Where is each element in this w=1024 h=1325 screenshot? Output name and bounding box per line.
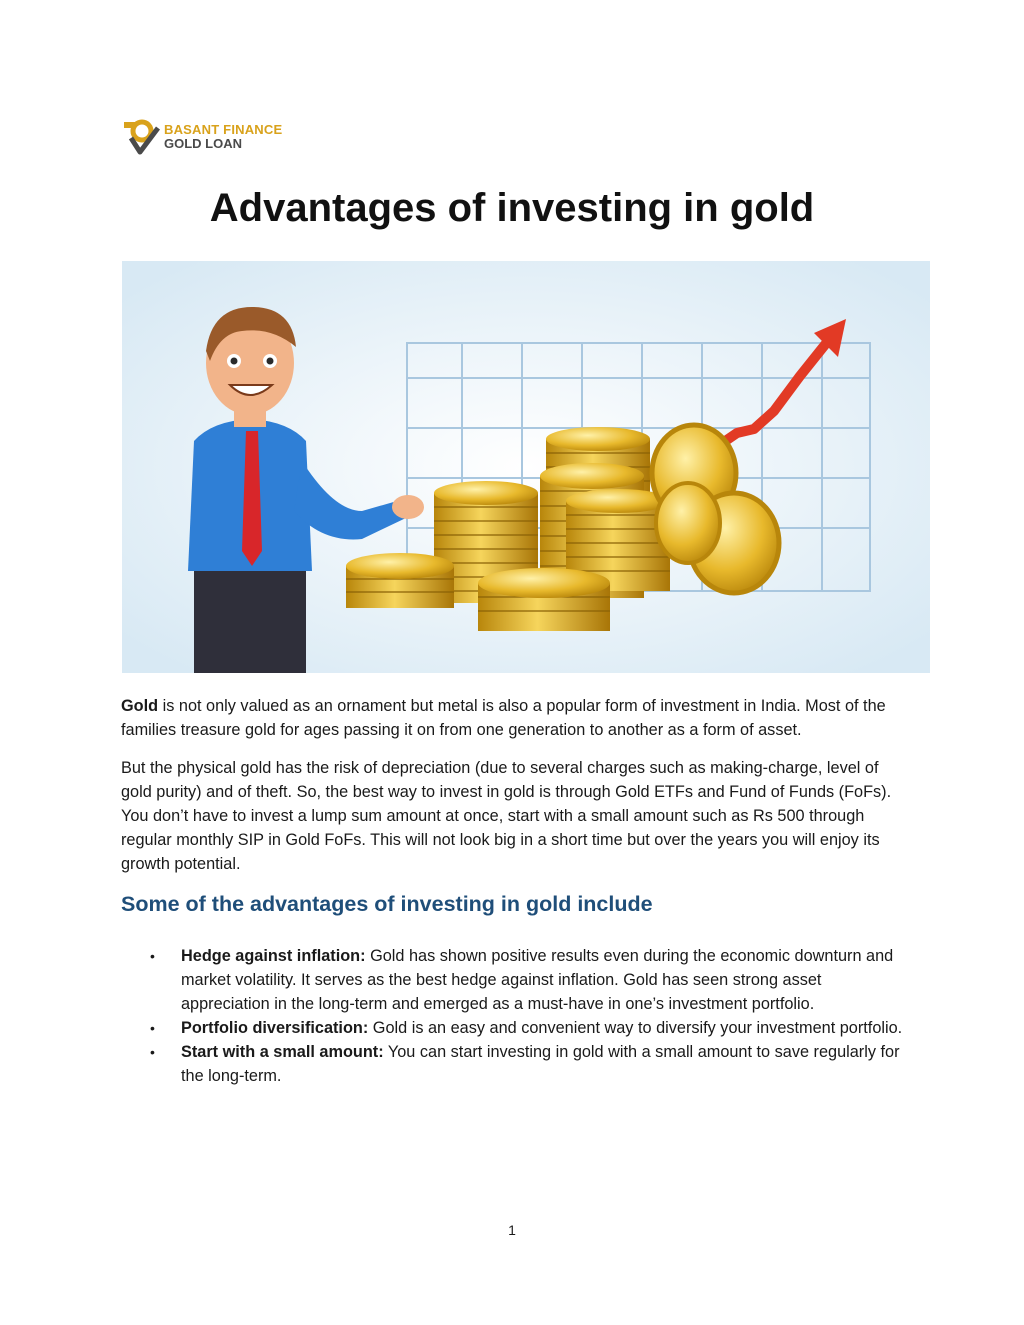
gold-investment-illustration [122, 261, 930, 673]
intro-bold-lead: Gold [121, 697, 159, 715]
intro-paragraph [121, 694, 911, 742]
pin-check-logo-icon [122, 118, 162, 158]
advantage-text: Gold is an easy and convenient way to diversify your investment portfolio. [368, 1019, 903, 1037]
list-item [150, 1016, 911, 1040]
logo-brand-name: BASANT FINANCE [164, 122, 283, 137]
logo-tagline: GOLD LOAN [164, 136, 242, 151]
advantage-label: Hedge against inflation: [181, 947, 366, 965]
page-number: 1 [508, 1222, 516, 1238]
company-logo [122, 118, 322, 158]
advantages-subheading: Some of the advantages of investing in gold include [121, 892, 653, 916]
list-item [150, 1040, 911, 1088]
physical-gold-paragraph: But the physical gold has the risk of depreciation (due to several charges such as making-charge, level of gold purity) and of theft. So, the best way to invest in gold is through Gold ETFs and Fund of Funds (FoFs). You don’t have to invest a lump sum amount at once, start with a small amount such as Rs 500 through regular monthly SIP in Gold FoFs. This will not look big in a short time but over the years you will enjoy its growth potential. [121, 759, 892, 873]
list-item [150, 944, 911, 1016]
page-title: Advantages of investing in gold [209, 186, 815, 230]
advantage-text: Gold has shown positive results even during the economic downturn and market volatility. It serves as the best hedge against inflation. Gold has seen strong asset appreciation in the long-term and emerged as a must-have in one’s investment portfolio. [181, 947, 894, 1013]
bullet-icon: • [150, 1044, 155, 1060]
advantages-list [121, 944, 911, 1088]
advantage-label: Start with a small amount: [181, 1043, 384, 1061]
advantage-text: You can start investing in gold with a small amount to save regularly for the long-term. [181, 1043, 900, 1085]
bullet-icon: • [150, 948, 155, 964]
intro-text: is not only valued as an ornament but metal is also a popular form of investment in India. Most of the families treasure gold for ages passing it on from one generation to another as a form of asset. [121, 697, 886, 739]
advantage-label: Portfolio diversification: [181, 1019, 369, 1037]
bullet-icon: • [150, 1020, 155, 1036]
article-body [121, 694, 911, 1088]
